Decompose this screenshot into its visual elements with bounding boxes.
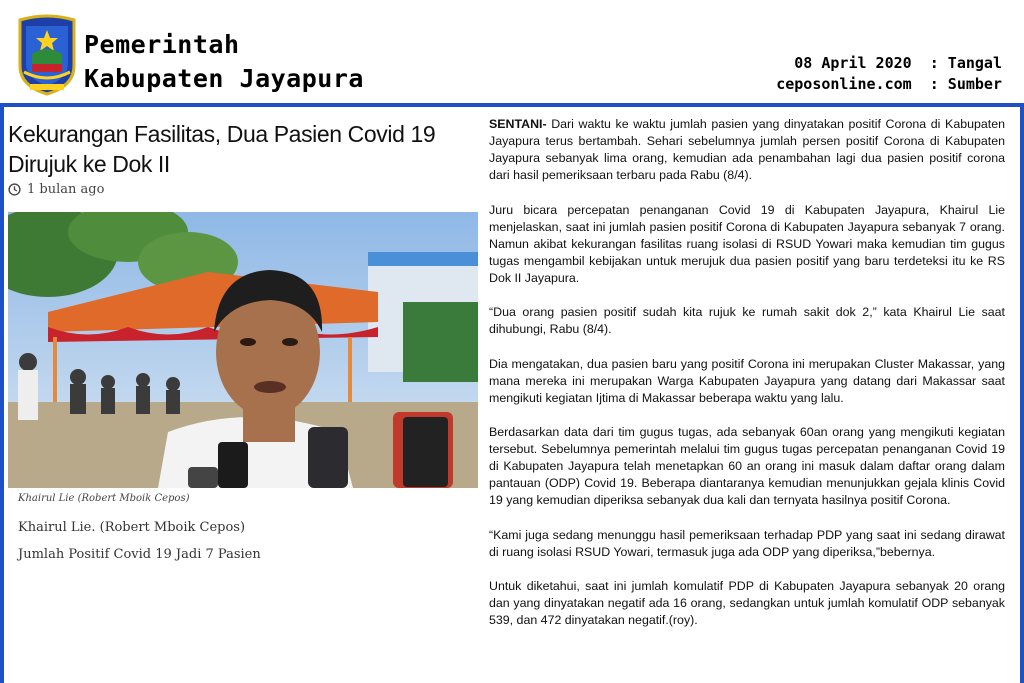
news-source: ceposonline.com : Sumber (776, 75, 1002, 93)
article-time-text: 1 bulan ago (27, 182, 105, 197)
photo-caption-small: Khairul Lie (Robert Mboik Cepos) (18, 493, 190, 504)
article-photo[interactable] (8, 212, 478, 488)
article-paragraph: Untuk diketahui, saat ini jumlah komulatif PDP di Kabupaten Jayapura sebanyak 20 orang dan yang dinyatakan negatif ada 16 orang, sedangkan untuk jumlah komulatif ODP sebanyak 539, dan 472 dinyatakan negatif.(roy). (489, 579, 1005, 627)
article-title[interactable]: Kekurangan Fasilitas, Dua Pasien Covid 19 Dirujuk ke Dok II (8, 121, 436, 177)
article-paragraph: “Dua orang pasien positif sudah kita rujuk ke rumah sakit dok 2,” kata Khairul Lie saat dihubungi, Rabu (8/4). (489, 305, 1005, 336)
publish-date: 08 April 2020 : Tangal (794, 54, 1002, 72)
article-photo-image (8, 212, 478, 488)
article-paragraph: Juru bicara percepatan penanganan Covid 19 di Kabupaten Jayapura, Khairul Lie menjelaskan, saat ini jumlah pasien positif Corona di Kabupaten Jayapura sebanyak 7 orang. Namun akibat kekurangan fasilitas ruang isolasi di RSUD Yowari maka kemudian tim gugus tugas mengambil kebijakan untuk merujuk dua pasien positif yang baru terdeteksi itu ke RS Dok II Jayapura. (489, 202, 1005, 285)
article-paragraph (489, 116, 1005, 184)
article-paragraph-text: Dari waktu ke waktu jumlah pasien yang dinyatakan positif Corona di Kabupaten Jayapura terus bertambah. Sehari sebelumnya jumlah persen positif Corona di Kabupaten Jayapura sebanyak lima orang, kemudian ada penambahan lagi dua pasien positif corona dari hasil pemeriksaan terbaru pada Rabu (8/4). (489, 117, 1005, 182)
article-paragraph: Dia mengatakan, dua pasien baru yang positif Corona ini merupakan Cluster Makassar, yang mana mereka ini merupakan Warga Kabupaten Jayapura yang datang dari Makassar saat mengikuti kegiatan Ijtima di Makassar beberapa waktu yang lalu. (489, 356, 1005, 405)
page-header (0, 0, 1024, 103)
kabupaten-jayapura-emblem-icon (16, 14, 78, 96)
article-dateline: SENTANI- (489, 117, 547, 131)
related-article-link[interactable]: Jumlah Positif Covid 19 Jadi 7 Pasien (18, 547, 261, 562)
photo-caption: Khairul Lie. (Robert Mboik Cepos) (18, 520, 246, 535)
government-title-line2: Kabupaten Jayapura (84, 64, 364, 93)
article-paragraph: “Kami juga sedang menunggu hasil pemeriksaan terhadap PDP yang saat ini sedang dirawat di ruang isolasi RSUD Yowari, termasuk juga ada ODP yang diperiksa,”bebernya. (489, 527, 1005, 559)
article-timestamp (8, 182, 104, 197)
clock-icon (8, 183, 21, 196)
article-paragraph: Berdasarkan data dari tim gugus tugas, ada sebanyak 60an orang yang mengikuti kegiatan tersebut. Sebelumnya pemerintah melalui tim gugus tugas percepatan penanganan Covid 19 di Kabupaten Jayapura telah menetapkan 60 an orang ini masuk dalam daftar orang dalam pantauan (ODP) Covid 19. Beberapa diantaranya kemudian menunjukkan gejala klinis Covid 19 yang kemudian diperiksa sebanyak dua kali dan ternyata hasilnya positif Corona. (489, 425, 1005, 507)
article-body (489, 116, 1005, 647)
government-title-line1: Pemerintah (84, 30, 240, 59)
